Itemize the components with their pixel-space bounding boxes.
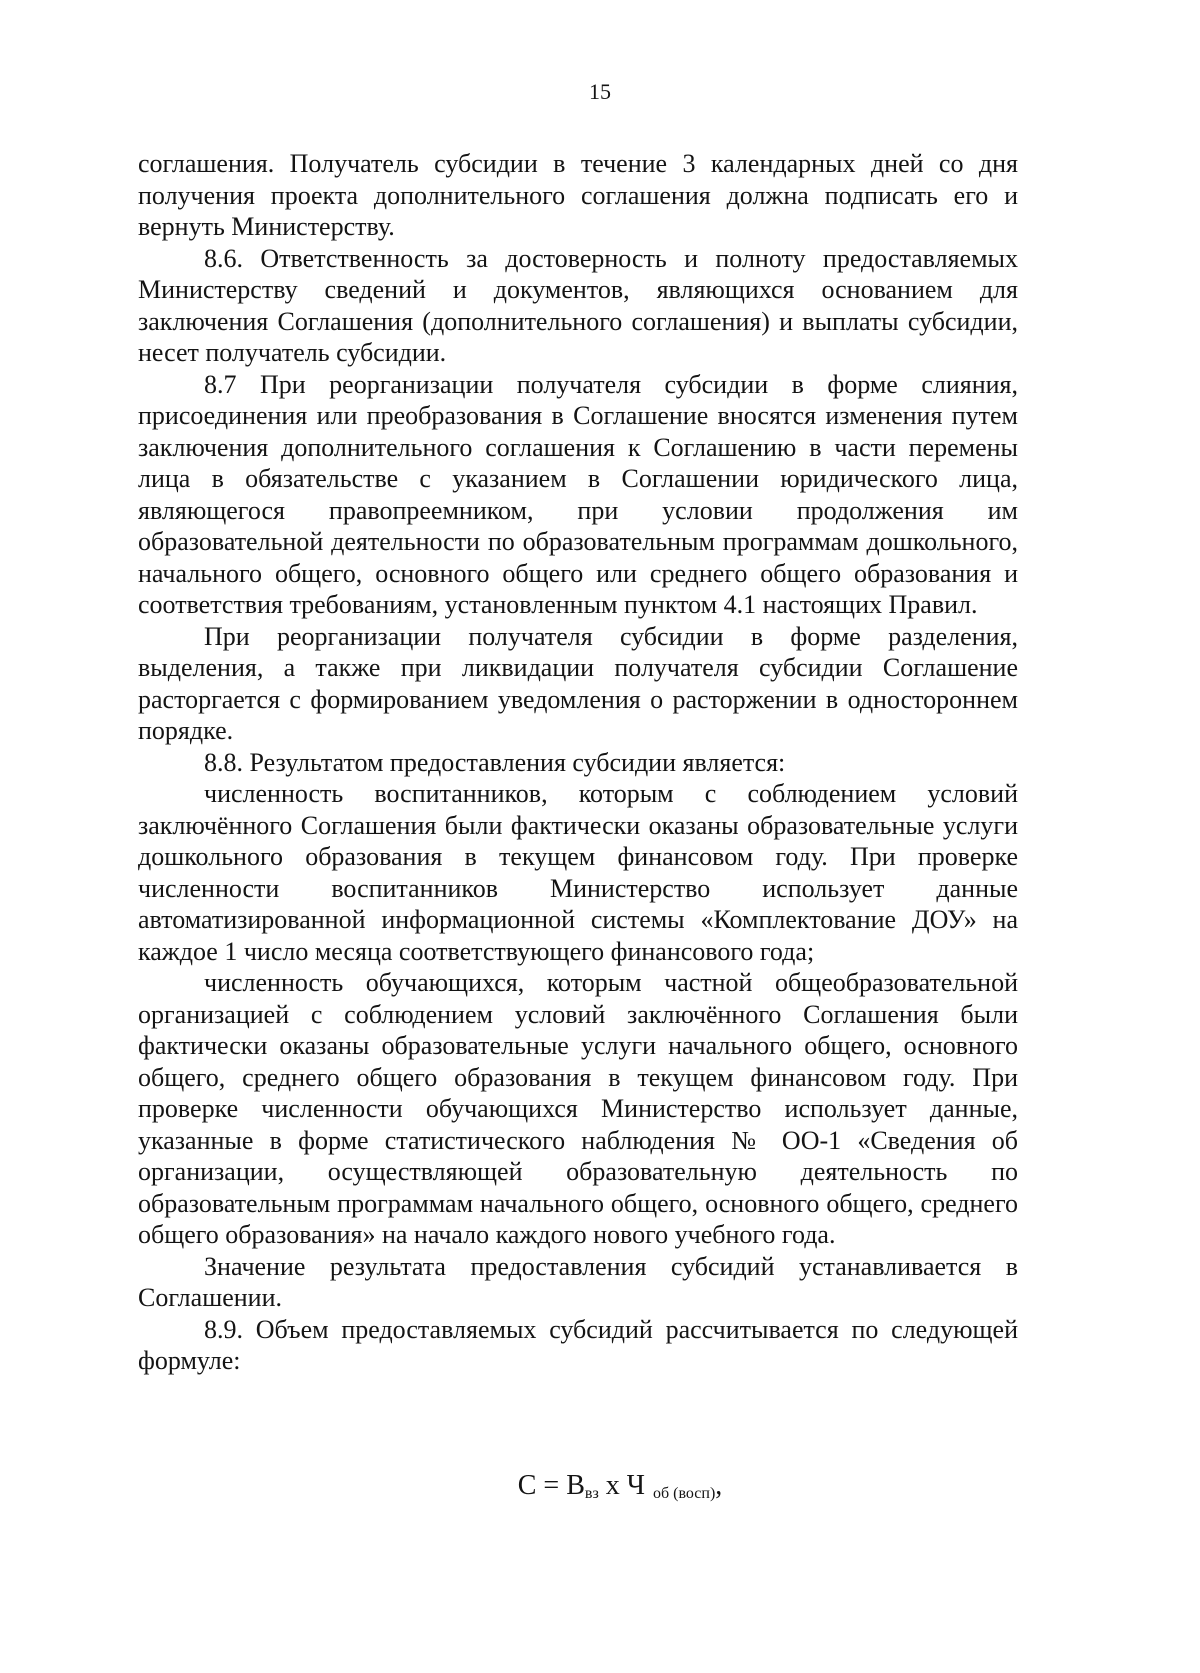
formula-term-rate-subscript: вз <box>584 1485 599 1502</box>
paragraph-result-value: Значение результата предоставления субсидий устанавливается в Соглашении. <box>138 1251 1018 1312</box>
paragraph-continuation: соглашения. Получатель субсидии в течение 3 календарных дней со дня получения проекта дополнительного соглашения должна подписать его и вернуть Министерству. <box>138 149 1018 241</box>
formula-term-count: Ч <box>626 1470 645 1501</box>
formula-equals: = <box>543 1470 560 1501</box>
formula-term-count-subscript: об (восп) <box>652 1485 716 1502</box>
paragraph-students-count: численность обучающихся, которым частной общеобразовательной организацией с соблюдением условий заключённого Соглашения были фактически оказаны образовательные услуги начального общего, основного общего, среднего общего образования в текущем финансовом году. При проверке численности обучающихся Министерство использует данные, указанные в форме статистического наблюдения № ОО-1 «Сведения об организации, осуществляющей образовательную деятельность по образовательным программам начального общего, основного общего, среднего общего образования» на начало каждого нового учебного года. <box>138 968 1018 1249</box>
subsidy-formula <box>0 1468 1200 1512</box>
document-body <box>138 148 1018 1377</box>
paragraph-8-9: 8.9. Объем предоставляемых субсидий рассчитывается по следующей формуле: <box>138 1314 1018 1375</box>
page-number: 15 <box>589 79 611 104</box>
paragraph-reorganization: При реорганизации получателя субсидии в форме разделения, выделения, а также при ликвидации получателя субсидии Соглашение расторгается с формированием уведомления о расторжении в одностороннем порядке. <box>138 621 1018 745</box>
paragraph-pupils-count: численность воспитанников, которым с соблюдением условий заключённого Соглашения были фактически оказаны образовательные услуги дошкольного образования в текущем финансовом году. При проверке численности воспитанников Министерство использует данные автоматизированной информационной системы «Комплектование ДОУ» на каждое 1 число месяца соответствующего финансового года; <box>138 779 1018 966</box>
formula-operator: х <box>605 1470 620 1501</box>
paragraph-8-6: 8.6. Ответственность за достоверность и полноту предоставляемых Министерству сведений и документов, являющихся основанием для заключения Соглашения (дополнительного соглашения) и выплаты субсидии, несет получатель субсидии. <box>138 243 1018 367</box>
paragraph-8-8: 8.8. Результатом предоставления субсидии является: <box>204 747 786 777</box>
formula-term-rate: В <box>566 1470 585 1501</box>
formula-lhs: С <box>517 1470 537 1501</box>
formula-trailing-comma: , <box>715 1470 723 1501</box>
paragraph-8-7: 8.7 При реорганизации получателя субсидии в форме слияния, присоединения или преобразования в Соглашение вносятся изменения путем заключения дополнительного соглашения к Соглашению в части перемены лица в обязательстве с указанием в Соглашении юридического лица, являющегося правопреемником, при условии продолжения им образовательной деятельности по образовательным программам дошкольного, начального общего, основного общего или среднего общего образования и соответствия требованиям, установленным пунктом 4.1 настоящих Правил. <box>138 369 1018 619</box>
